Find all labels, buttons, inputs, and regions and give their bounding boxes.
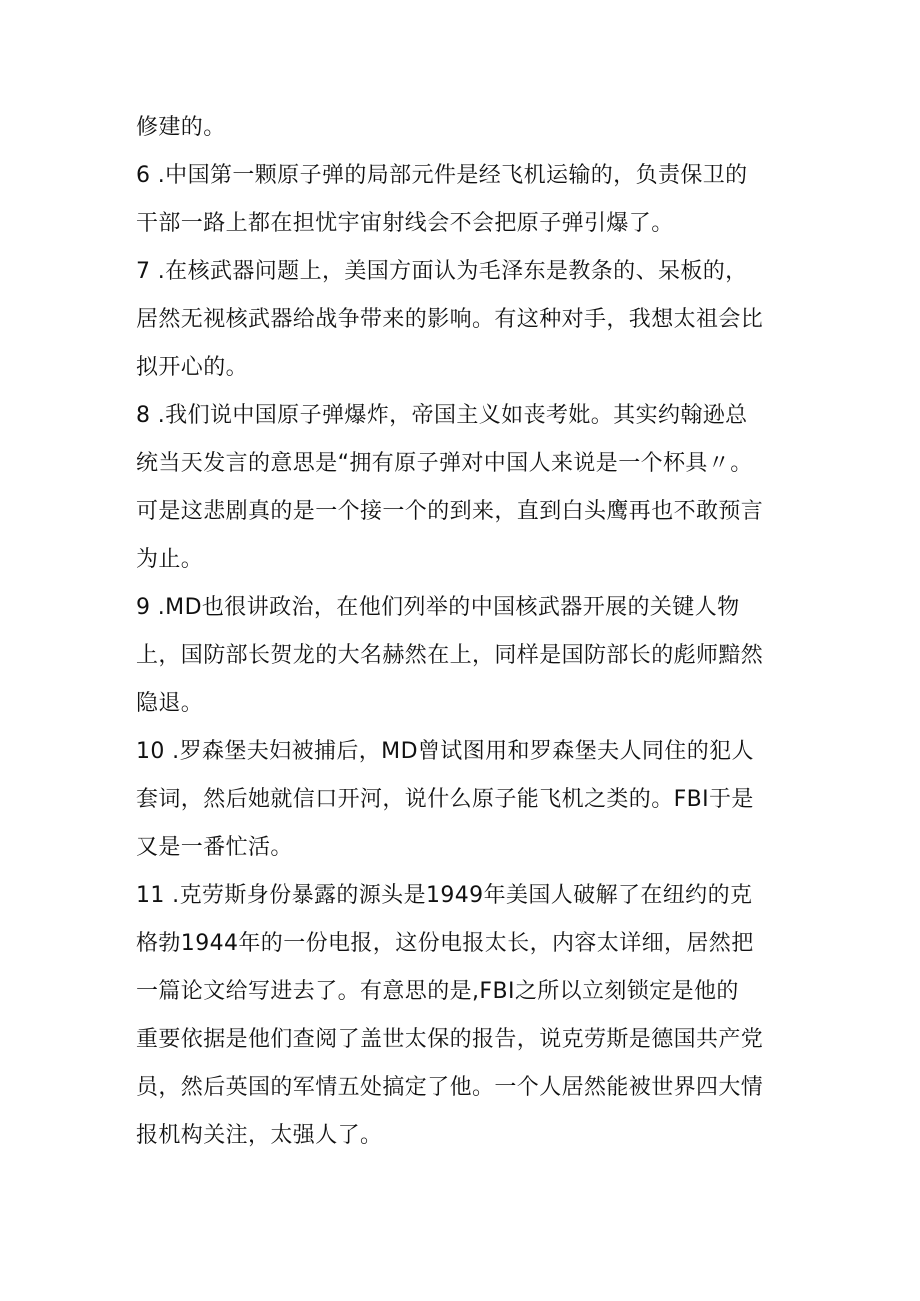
text-line: 干部一路上都在担忧宇宙射线会不会把原子弹引爆了。 <box>136 211 674 236</box>
text-line: 重要依据是他们查阅了盖世太保的报告，说克劳斯是德国共产党 <box>136 1027 764 1052</box>
text-line: 隐退。 <box>136 691 204 716</box>
text-line: 11 .克劳斯身份暴露的源头是1949年美国人破解了在纽约的克 <box>136 883 753 908</box>
text-line: 套词，然后她就信口开河，说什么原子能飞机之类的。FBI于是 <box>136 787 754 812</box>
text-line: 6 .中国第一颗原子弹的局部元件是经飞机运输的，负责保卫的 <box>136 163 748 188</box>
text-line: 7 .在核武器问题上，美国方面认为毛泽东是教条的、呆板的， <box>136 259 748 284</box>
text-line: 报机构关注，太强人了。 <box>136 1123 383 1148</box>
text-line: 一篇论文给写进去了。有意思的是,FBI之所以立刻锁定是他的 <box>136 979 739 1004</box>
text-line: 上，国防部长贺龙的大名赫然在上，同样是国防部长的彪师黯然 <box>136 643 764 668</box>
text-line: 修建的。 <box>136 115 226 140</box>
text-line: 员，然后英国的军情五处搞定了他。一个人居然能被世界四大情 <box>136 1075 764 1100</box>
text-line: 拟开心的。 <box>136 355 249 380</box>
text-line: 统当天发言的意思是“拥有原子弹对中国人来说是一个杯具〃。 <box>136 451 753 476</box>
text-line: 又是一番忙活。 <box>136 835 293 860</box>
text-line: 居然无视核武器给战争带来的影响。有这种对手，我想太祖会比 <box>136 307 764 332</box>
document-body <box>136 104 786 1160</box>
text-line: 9 .MD也很讲政治，在他们列举的中国核武器开展的关键人物 <box>136 595 740 620</box>
text-line: 可是这悲剧真的是一个接一个的到来，直到白头鹰再也不敢预言 <box>136 499 764 524</box>
text-line: 10 .罗森堡夫妇被捕后，MD曾试图用和罗森堡夫人同住的犯人 <box>136 739 754 764</box>
text-line: 8 .我们说中国原子弹爆炸，帝国主义如丧考妣。其实约翰逊总 <box>136 403 748 428</box>
text-line: 为止。 <box>136 547 204 572</box>
text-line: 格勃1944年的一份电报，这份电报太长，内容太详细，居然把 <box>136 931 754 956</box>
